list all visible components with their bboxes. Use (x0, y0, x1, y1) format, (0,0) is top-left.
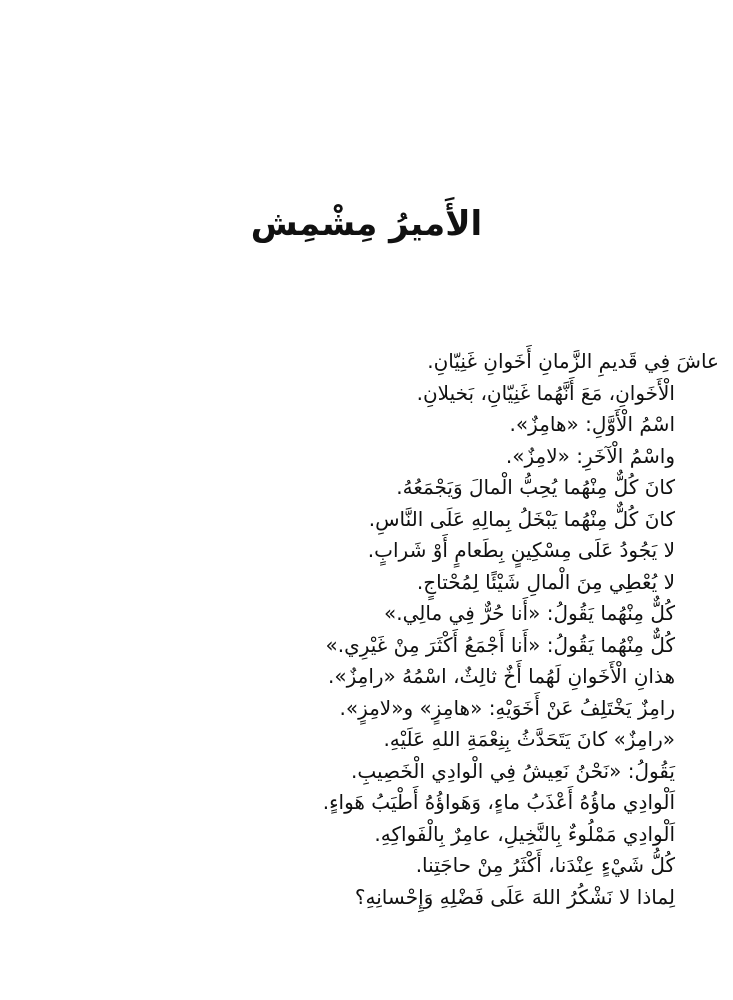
story-title: الأَميرُ مِشْمِش (250, 204, 483, 244)
story-line: عاشَ فِي قَديمِ الزَّمانِ أَخَوانِ غَنِيّانِ. (427, 349, 719, 373)
story-line: اسْمُ الْأَوَّلِ: «هامِزٌ». (509, 412, 675, 436)
story-line: كانَ كُلٌّ مِنْهُما يَبْخَلُ بِمالِهِ عَلَى النَّاسِ. (368, 506, 675, 531)
story-line: لا يَجُودُ عَلَى مِسْكِينٍ بِطَعامٍ أَوْ شَرابٍ. (367, 538, 675, 562)
story-line: كُلٌّ مِنْهُما يَقُولُ: «أَنا حُرٌّ فِي مالِي.» (384, 601, 675, 625)
story-line: كُلُّ شَيْءٍ عِنْدَنا، أَكْثَرُ مِنْ حاجَتِنا. (415, 853, 675, 877)
story-line: رامِزٌ يَخْتَلِفُ عَنْ أَخَوَيْهِ: «هامِزٍ» و«لامِزٍ». (339, 695, 675, 720)
story-text (29, 346, 719, 913)
story-line: واسْمُ الْآخَرِ: «لامِزٌ». (505, 443, 675, 468)
story-line: لا يُعْطِي مِنَ الْمالِ شَيْئًا لِمُحْتاجٍ. (416, 569, 675, 594)
story-line: اَلْوادِي ماؤُهُ أَعْذَبُ ماءٍ، وَهَواؤُهُ أَطْيَبُ هَواءٍ. (322, 790, 675, 814)
story-line: هذانِ الْأَخَوانِ لَهُما أَخٌ ثالِثٌ، اسْمُهُ «رامِزٌ». (327, 664, 675, 688)
story-line: يَقُولُ: «نَحْنُ نَعِيشُ فِي الْوادِي الْخَصِيبِ. (350, 758, 675, 783)
story-line: الْأَخَوانِ، مَعَ أَنَّهُما غَنِيّانِ، بَخيلانِ. (416, 380, 675, 405)
story-line: «رامِزٌ» كانَ يَتَحَدَّثُ بِنِعْمَةِ اللهِ عَلَيْهِ. (383, 727, 675, 751)
story-line: كانَ كُلٌّ مِنْهُما يُحِبُّ الْمالَ وَيَجْمَعُهُ. (396, 475, 675, 499)
story-line: كُلٌّ مِنْهُما يَقُولُ: «أَنا أَجْمَعُ أَكْثَرَ مِنْ غَيْرِي.» (325, 632, 675, 657)
story-line: اَلْوادِي مَمْلُوءٌ بِالنَّخِيلِ، عامِرٌ بِالْفَواكِهِ. (374, 821, 675, 846)
story-line: لِماذا لا نَشْكُرُ اللهَ عَلَى فَضْلِهِ وَإِحْسانِهِ؟ (354, 884, 675, 909)
